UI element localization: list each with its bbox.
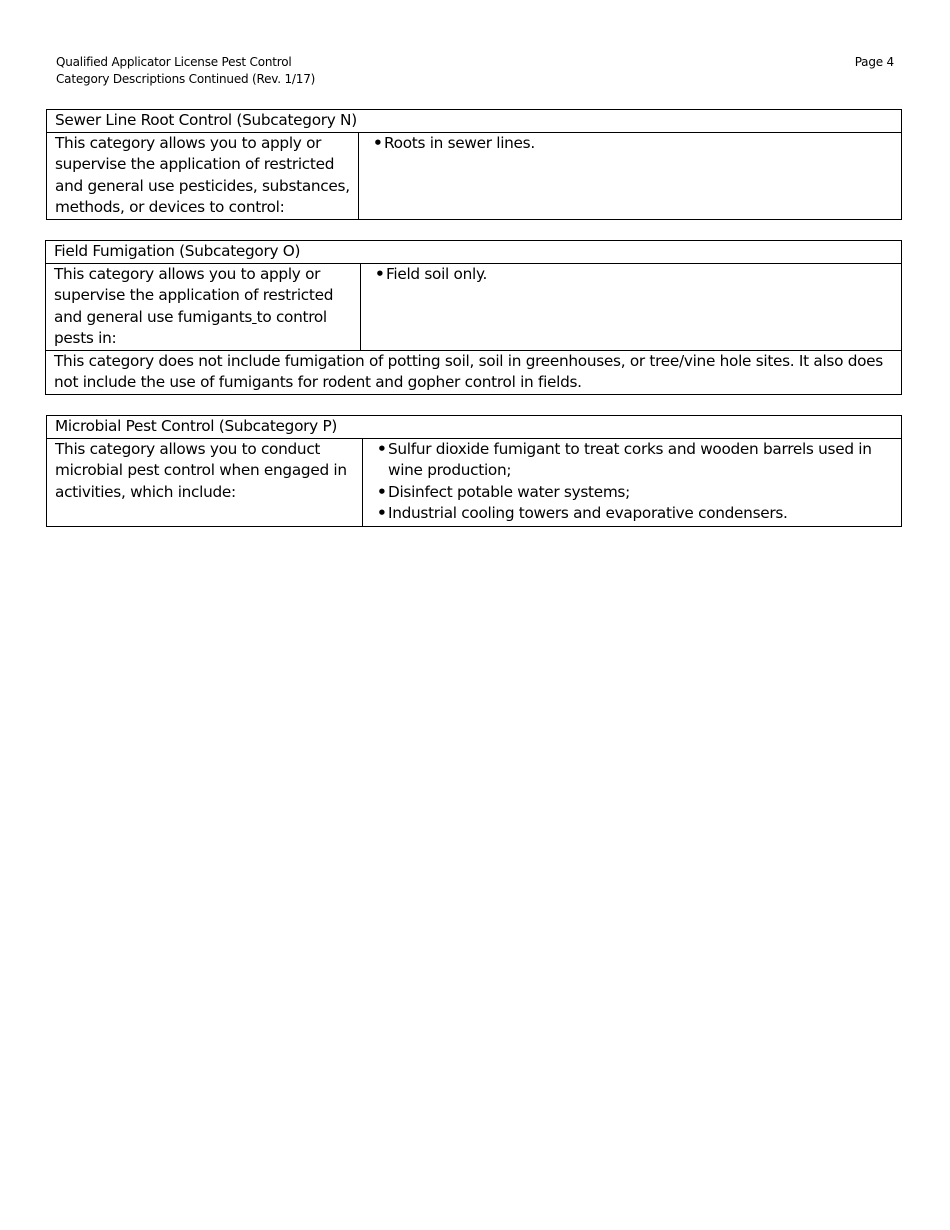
list-item: • Industrial cooling towers and evaporative condensers. <box>377 503 893 525</box>
list-item: • Disinfect potable water systems; <box>377 482 893 504</box>
subcategory-p-bullet-list <box>377 439 893 525</box>
subcategory-o-title: Field Fumigation (Subcategory O) <box>46 241 902 264</box>
subcategory-o-description <box>46 263 361 350</box>
subcategory-p-title: Microbial Pest Control (Subcategory P) <box>47 416 902 439</box>
subcategory-n-bullet-list <box>373 133 893 155</box>
subcategory-p-description: This category allows you to conduct microbial pest control when engaged in activities, which include: <box>47 438 363 526</box>
subcategory-o-description-end: to control pests in: <box>54 307 327 347</box>
document-title-block <box>56 54 894 88</box>
list-item: • Field soil only. <box>375 264 893 286</box>
subcategory-o-items-cell <box>361 263 902 350</box>
subcategory-n-description: This category allows you to apply or supervise the application of restricted and general use pesticides, substances, methods, or devices to control: <box>47 132 359 219</box>
list-item: • Sulfur dioxide fumigant to treat corks and wooden barrels used in wine production; <box>377 439 893 482</box>
page-number: Page 4 <box>854 55 894 69</box>
list-item: • Roots in sewer lines. <box>373 133 893 155</box>
document-title: Qualified Applicator License Pest Control <box>56 55 292 69</box>
page-header <box>56 54 894 88</box>
subcategory-o-exclusion-note: This category does not include fumigation of potting soil, soil in greenhouses, or tree/vine hole sites. It also does not include the use of fumigants for rodent and gopher control in fields. <box>46 350 902 394</box>
subcategory-o-bullet-list <box>375 264 893 286</box>
subcategory-p-table <box>46 415 902 527</box>
subcategory-n-table <box>46 109 902 220</box>
subcategory-o-description-start: This category allows you to apply or supervise the application of restricted and general use fumigants <box>54 264 334 326</box>
subcategory-n-title: Sewer Line Root Control (Subcategory N) <box>47 110 902 133</box>
subcategory-p-items-cell <box>363 438 902 526</box>
subcategory-n-items-cell <box>359 132 902 219</box>
subcategory-o-table <box>45 240 902 395</box>
document-subtitle: Category Descriptions Continued (Rev. 1/17) <box>56 72 316 86</box>
